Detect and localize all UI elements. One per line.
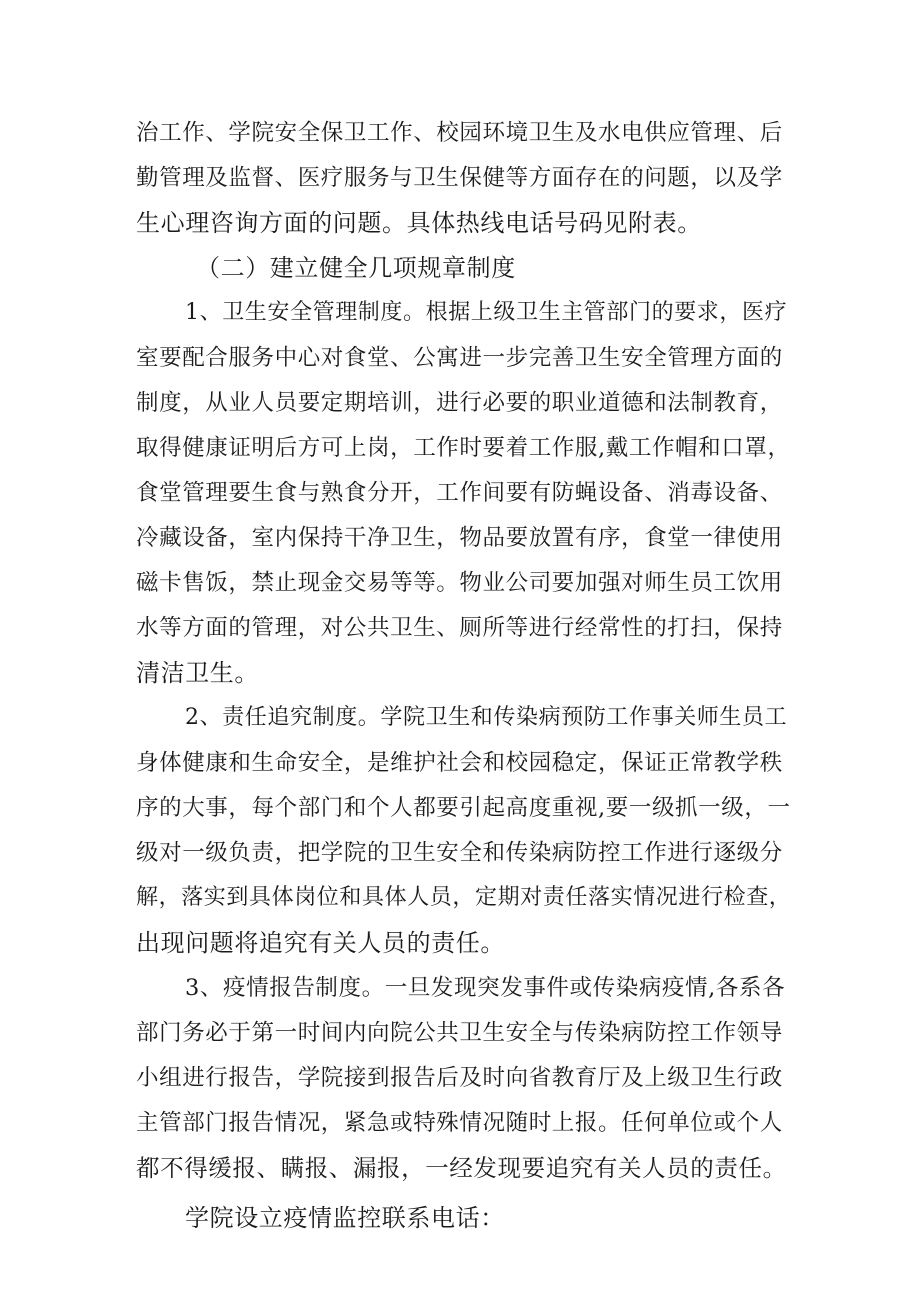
intro-line-1: 治工作、学院安全保卫工作、校园环境卫生及水电供应管理、后: [136, 120, 783, 146]
rule1-line-8: 水等方面的管理，对公共卫生、厕所等进行经常性的打扫，保持: [136, 615, 783, 641]
rule1-line-4: 取得健康证明后方可上岗，工作时要着工作服,戴工作帽和口罩，: [136, 435, 791, 461]
rule2-line-1: 2、责任追究制度。学院卫生和传染病预防工作事关师生员工: [185, 705, 788, 730]
rule2-line-5: 解，落实到具体岗位和具体人员，定期对责任落实情况进行检查，: [136, 885, 792, 910]
rule1-line-7: 磁卡售饭，禁止现金交易等等。物业公司要加强对师生员工饮用: [136, 570, 783, 596]
rule3-line-2: 部门务必于第一时间内向院公共卫生安全与传染病防控工作领导: [136, 1020, 783, 1046]
rule3-line-5: 都不得缓报、瞒报、漏报，一经发现要追究有关人员的责任。: [136, 1154, 787, 1182]
rule1-line-6: 冷藏设备，室内保持干净卫生，物品要放置有序，食堂一律使用: [136, 525, 783, 551]
rule1-line-9: 清洁卫生。: [136, 659, 259, 687]
rule2-line-4: 级对一级负责，把学院的卫生安全和传染病防控工作进行逐级分: [136, 840, 783, 866]
rule2-line-3: 序的大事，每个部门和个人都要引起高度重视,要一级抓一级，一: [136, 795, 791, 821]
rule1-line-3: 制度，从业人员要定期培训，进行必要的职业道德和法制教育，: [136, 390, 783, 416]
rule2-line-2: 身体健康和生命安全，是维护社会和校园稳定，保证正常教学秩: [136, 750, 783, 776]
rule3-line-1: 3、疫情报告制度。一旦发现突发事件或传染病疫情,各系各: [185, 975, 786, 1001]
rule3-line-4: 主管部门报告情况，紧急或特殊情况随时上报。任何单位或个人: [136, 1110, 783, 1136]
closing-line: 学院设立疫情监控联系电话：: [185, 1204, 505, 1232]
rule3-line-3: 小组进行报告，学院接到报告后及时向省教育厅及上级卫生行政: [136, 1065, 783, 1091]
intro-line-2: 勤管理及监督、医疗服务与卫生保健等方面存在的问题，以及学: [136, 165, 783, 191]
rule1-line-1: 1、卫生安全管理制度。根据上级卫生主管部门的要求，医疗: [185, 300, 788, 325]
rule1-line-5: 食堂管理要生食与熟食分开，工作间要有防蝇设备、消毒设备、: [136, 480, 783, 506]
intro-line-3: 生心理咨询方面的问题。具体热线电话号码见附表。: [136, 209, 702, 237]
rule1-line-2: 室要配合服务中心对食堂、公寓进一步完善卫生安全管理方面的: [136, 345, 783, 371]
rule2-line-6: 出现问题将追究有关人员的责任。: [136, 929, 505, 957]
section-heading: （二）建立健全几项规章制度: [196, 254, 516, 282]
